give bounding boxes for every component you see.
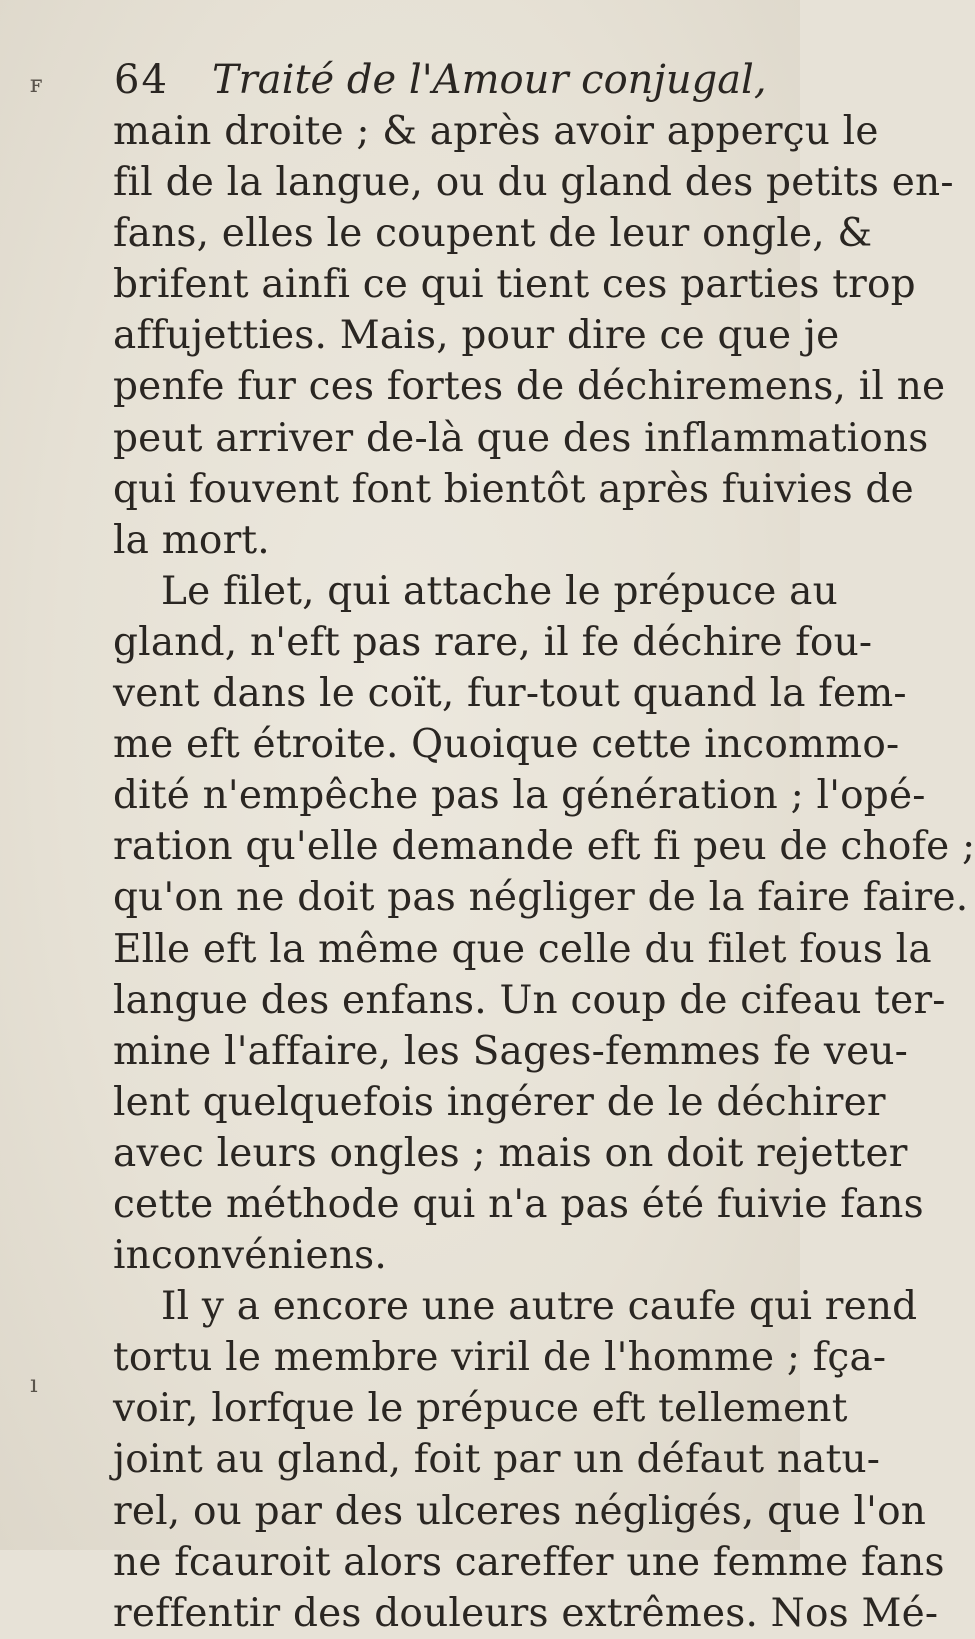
margin-mark: ı [30,1370,38,1398]
body-text [113,106,975,1639]
text-line: dité n'empêche pas la génération ; l'opé- [113,773,926,819]
text-line: avec leurs ongles ; mais on doit rejetter [113,1130,908,1176]
text-line: reffentir des douleurs extrêmes. Nos Mé- [113,1590,939,1636]
text-line: gland, n'eft pas rare, il fe déchire fou- [113,619,873,665]
page-header [114,52,767,108]
text-line: joint au gland, foit par un défaut natu- [113,1437,881,1483]
text-line: ration qu'elle demande eft fi peu de chofe ; [113,824,975,870]
page-number: 64 [114,57,169,103]
paragraph-start-line: Il y a encore une autre caufe qui rend [161,1284,918,1330]
text-line: inconvéniens. [113,1233,387,1279]
text-line: brifent ainfi ce qui tient ces parties trop [113,262,916,308]
running-title: Traité de l'Amour conjugal, [212,57,767,103]
text-line: qu'on ne doit pas négliger de la faire faire. [113,875,969,921]
text-line: langue des enfans. Un coup de cifeau ter- [113,977,946,1023]
text-line: ne fcauroit alors careffer une femme fans [113,1539,945,1585]
text-line: peut arriver de-là que des inflammations [113,415,929,461]
text-line: qui fouvent font bientôt après fuivies de [113,466,914,512]
text-line: me eft étroite. Quoique cette incommo- [113,722,900,768]
text-line: main droite ; & après avoir apperçu le [113,109,879,154]
text-line: lent quelquefois ingérer de le déchirer [113,1079,886,1125]
text-line: penfe fur ces fortes de déchiremens, il ne [113,364,946,410]
paragraph-start-line: Le filet, qui attache le prépuce au [161,568,838,614]
text-line: Elle eft la même que celle du filet fous la [113,926,932,972]
text-line: mine l'affaire, les Sages-femmes fe veu- [113,1028,909,1074]
text-line: rel, ou par des ulceres négligés, que l'on [113,1488,927,1534]
text-line: cette méthode qui n'a pas été fuivie fans [113,1181,924,1227]
text-line: fans, elles le coupent de leur ongle, & [113,211,873,257]
text-line: la mort. [113,517,270,563]
text-line: voir, lorfque le prépuce eft tellement [113,1386,848,1432]
text-line: vent dans le coït, fur-tout quand la fem- [113,671,907,717]
text-line: fil de la langue, ou du gland des petits en- [113,160,954,206]
text-line: tortu le membre viril de l'homme ; fça- [113,1335,887,1381]
margin-mark: ꜰ [30,70,43,98]
text-line: affujetties. Mais, pour dire ce que je [113,313,840,359]
